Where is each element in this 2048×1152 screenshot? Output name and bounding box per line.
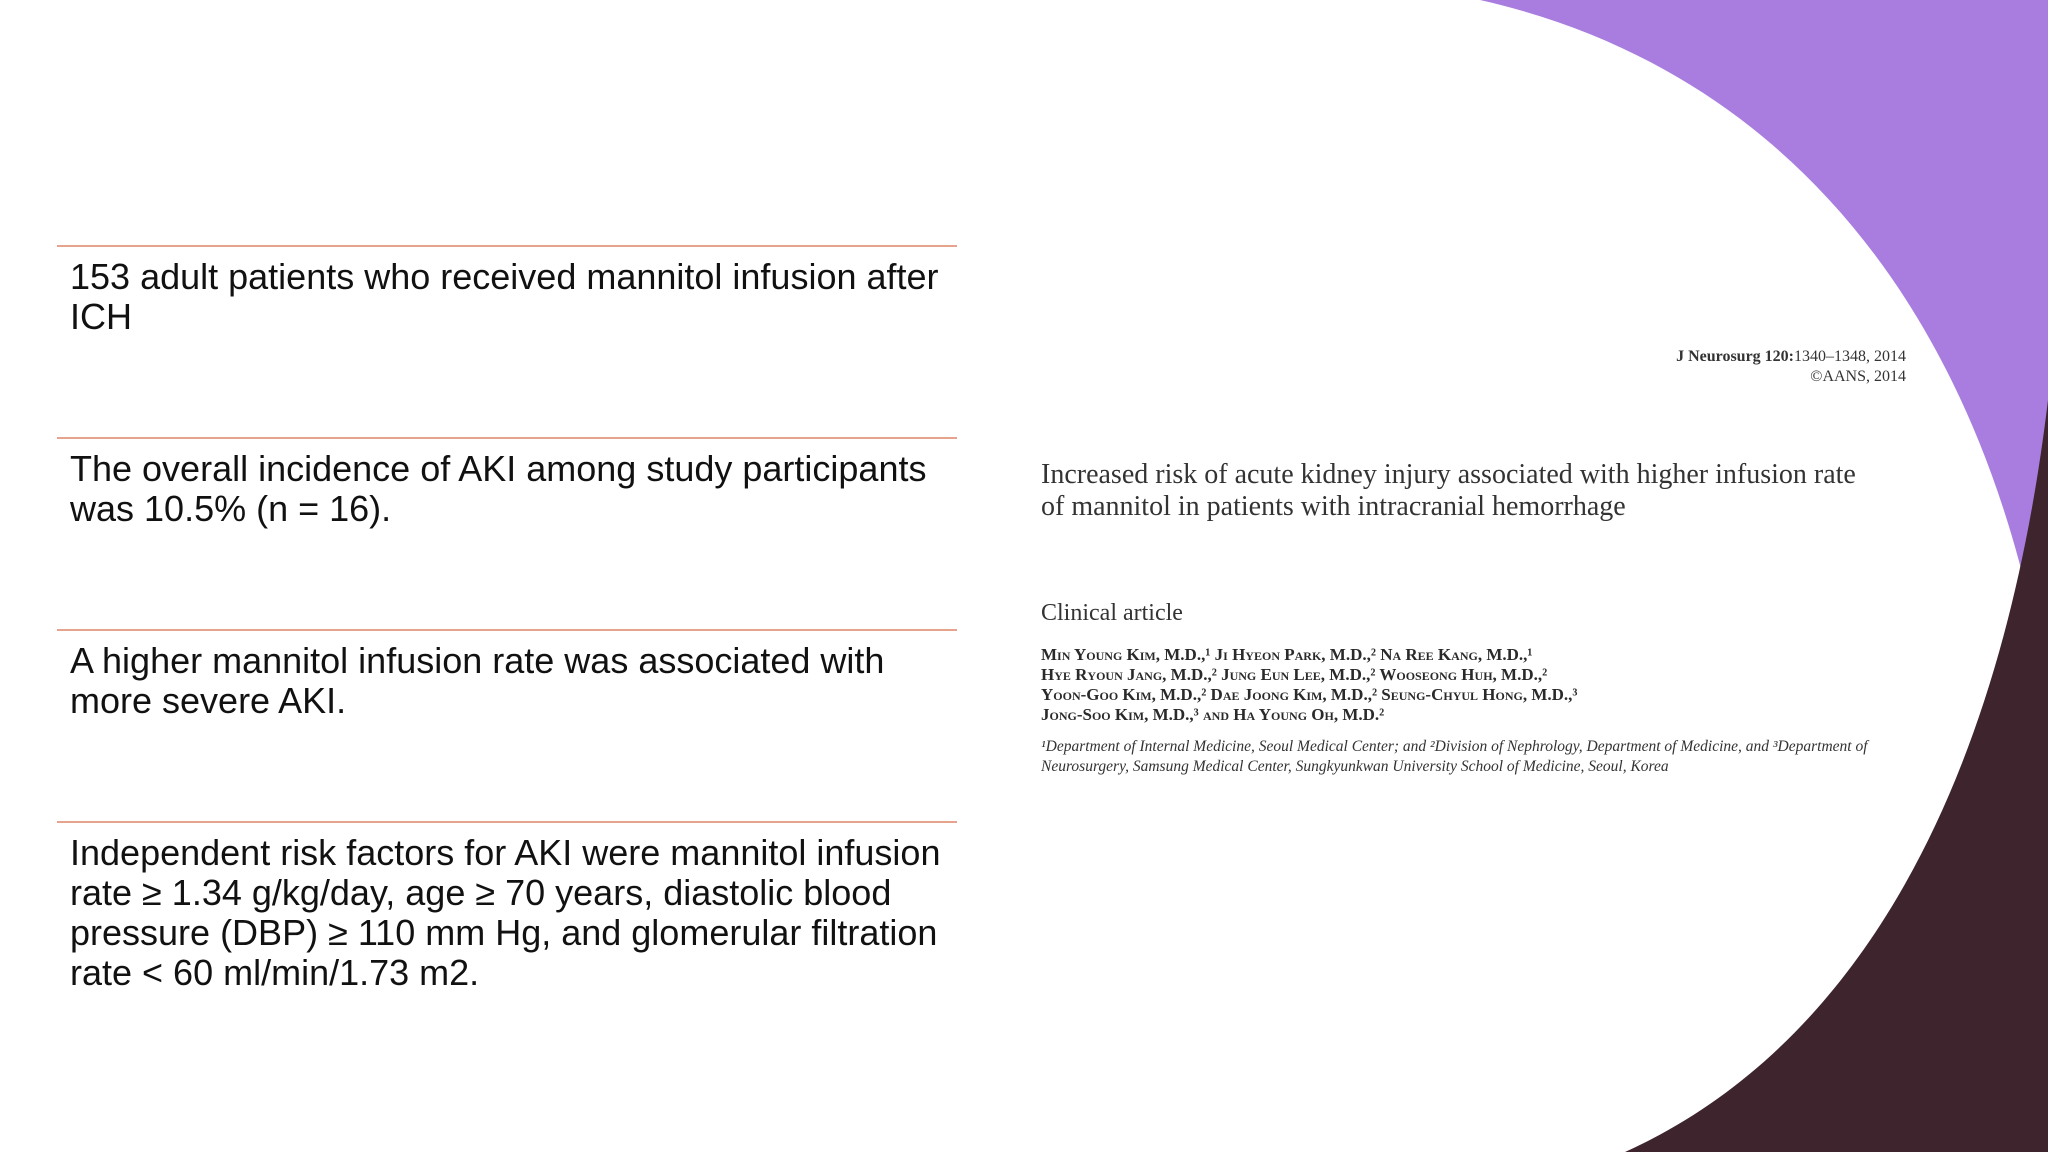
journal-pages: 1340–1348, 2014 xyxy=(1794,348,1906,365)
finding-item xyxy=(57,821,957,1013)
article-title: Increased risk of acute kidney injury associated with higher infusion rate of mannitol in patients with intracranial hemorrhage xyxy=(1041,459,1856,522)
finding-item xyxy=(57,437,957,629)
journal-name: J Neurosurg 120: xyxy=(1676,348,1794,365)
finding-text: A higher mannitol infusion rate was associated with more severe AKI. xyxy=(70,640,885,721)
article-header-image xyxy=(1018,335,1918,815)
author-line: Yoon-Goo Kim, M.D.,² Dae Joong Kim, M.D.,² Seung-Chyul Hong, M.D.,³ xyxy=(1041,685,1578,704)
author-affiliations: ¹Department of Internal Medicine, Seoul Medical Center; and ²Division of Nephrology, Department of Medicine, and ³Department of Neurosurgery, Samsung Medical Center, Sungkyunkwan University School of Medicine, Seoul, Korea xyxy=(1041,738,1868,775)
article-type: Clinical article xyxy=(1041,600,1183,626)
finding-item xyxy=(57,245,957,437)
author-line: Hye Ryoun Jang, M.D.,² Jung Eun Lee, M.D.,² Wooseong Huh, M.D.,² xyxy=(1041,665,1548,684)
finding-text: The overall incidence of AKI among study participants was 10.5% (n = 16). xyxy=(70,448,927,529)
author-list xyxy=(1041,645,1901,725)
key-findings-list xyxy=(57,245,957,1013)
finding-text: Independent risk factors for AKI were mannitol infusion rate ≥ 1.34 g/kg/day, age ≥ 70 years, diastolic blood pressure (DBP) ≥ 110 mm Hg, and glomerular filtration rate < 60 ml/min/1.73 m2. xyxy=(70,832,941,993)
author-line: Jong-Soo Kim, M.D.,³ and Ha Young Oh, M.D.² xyxy=(1041,705,1385,724)
copyright-notice: ©AANS, 2014 xyxy=(1810,368,1906,385)
finding-item xyxy=(57,629,957,821)
author-line: Min Young Kim, M.D.,¹ Ji Hyeon Park, M.D.,² Na Ree Kang, M.D.,¹ xyxy=(1041,645,1533,664)
journal-citation xyxy=(1676,347,1906,387)
finding-text: 153 adult patients who received mannitol infusion after ICH xyxy=(70,256,939,337)
